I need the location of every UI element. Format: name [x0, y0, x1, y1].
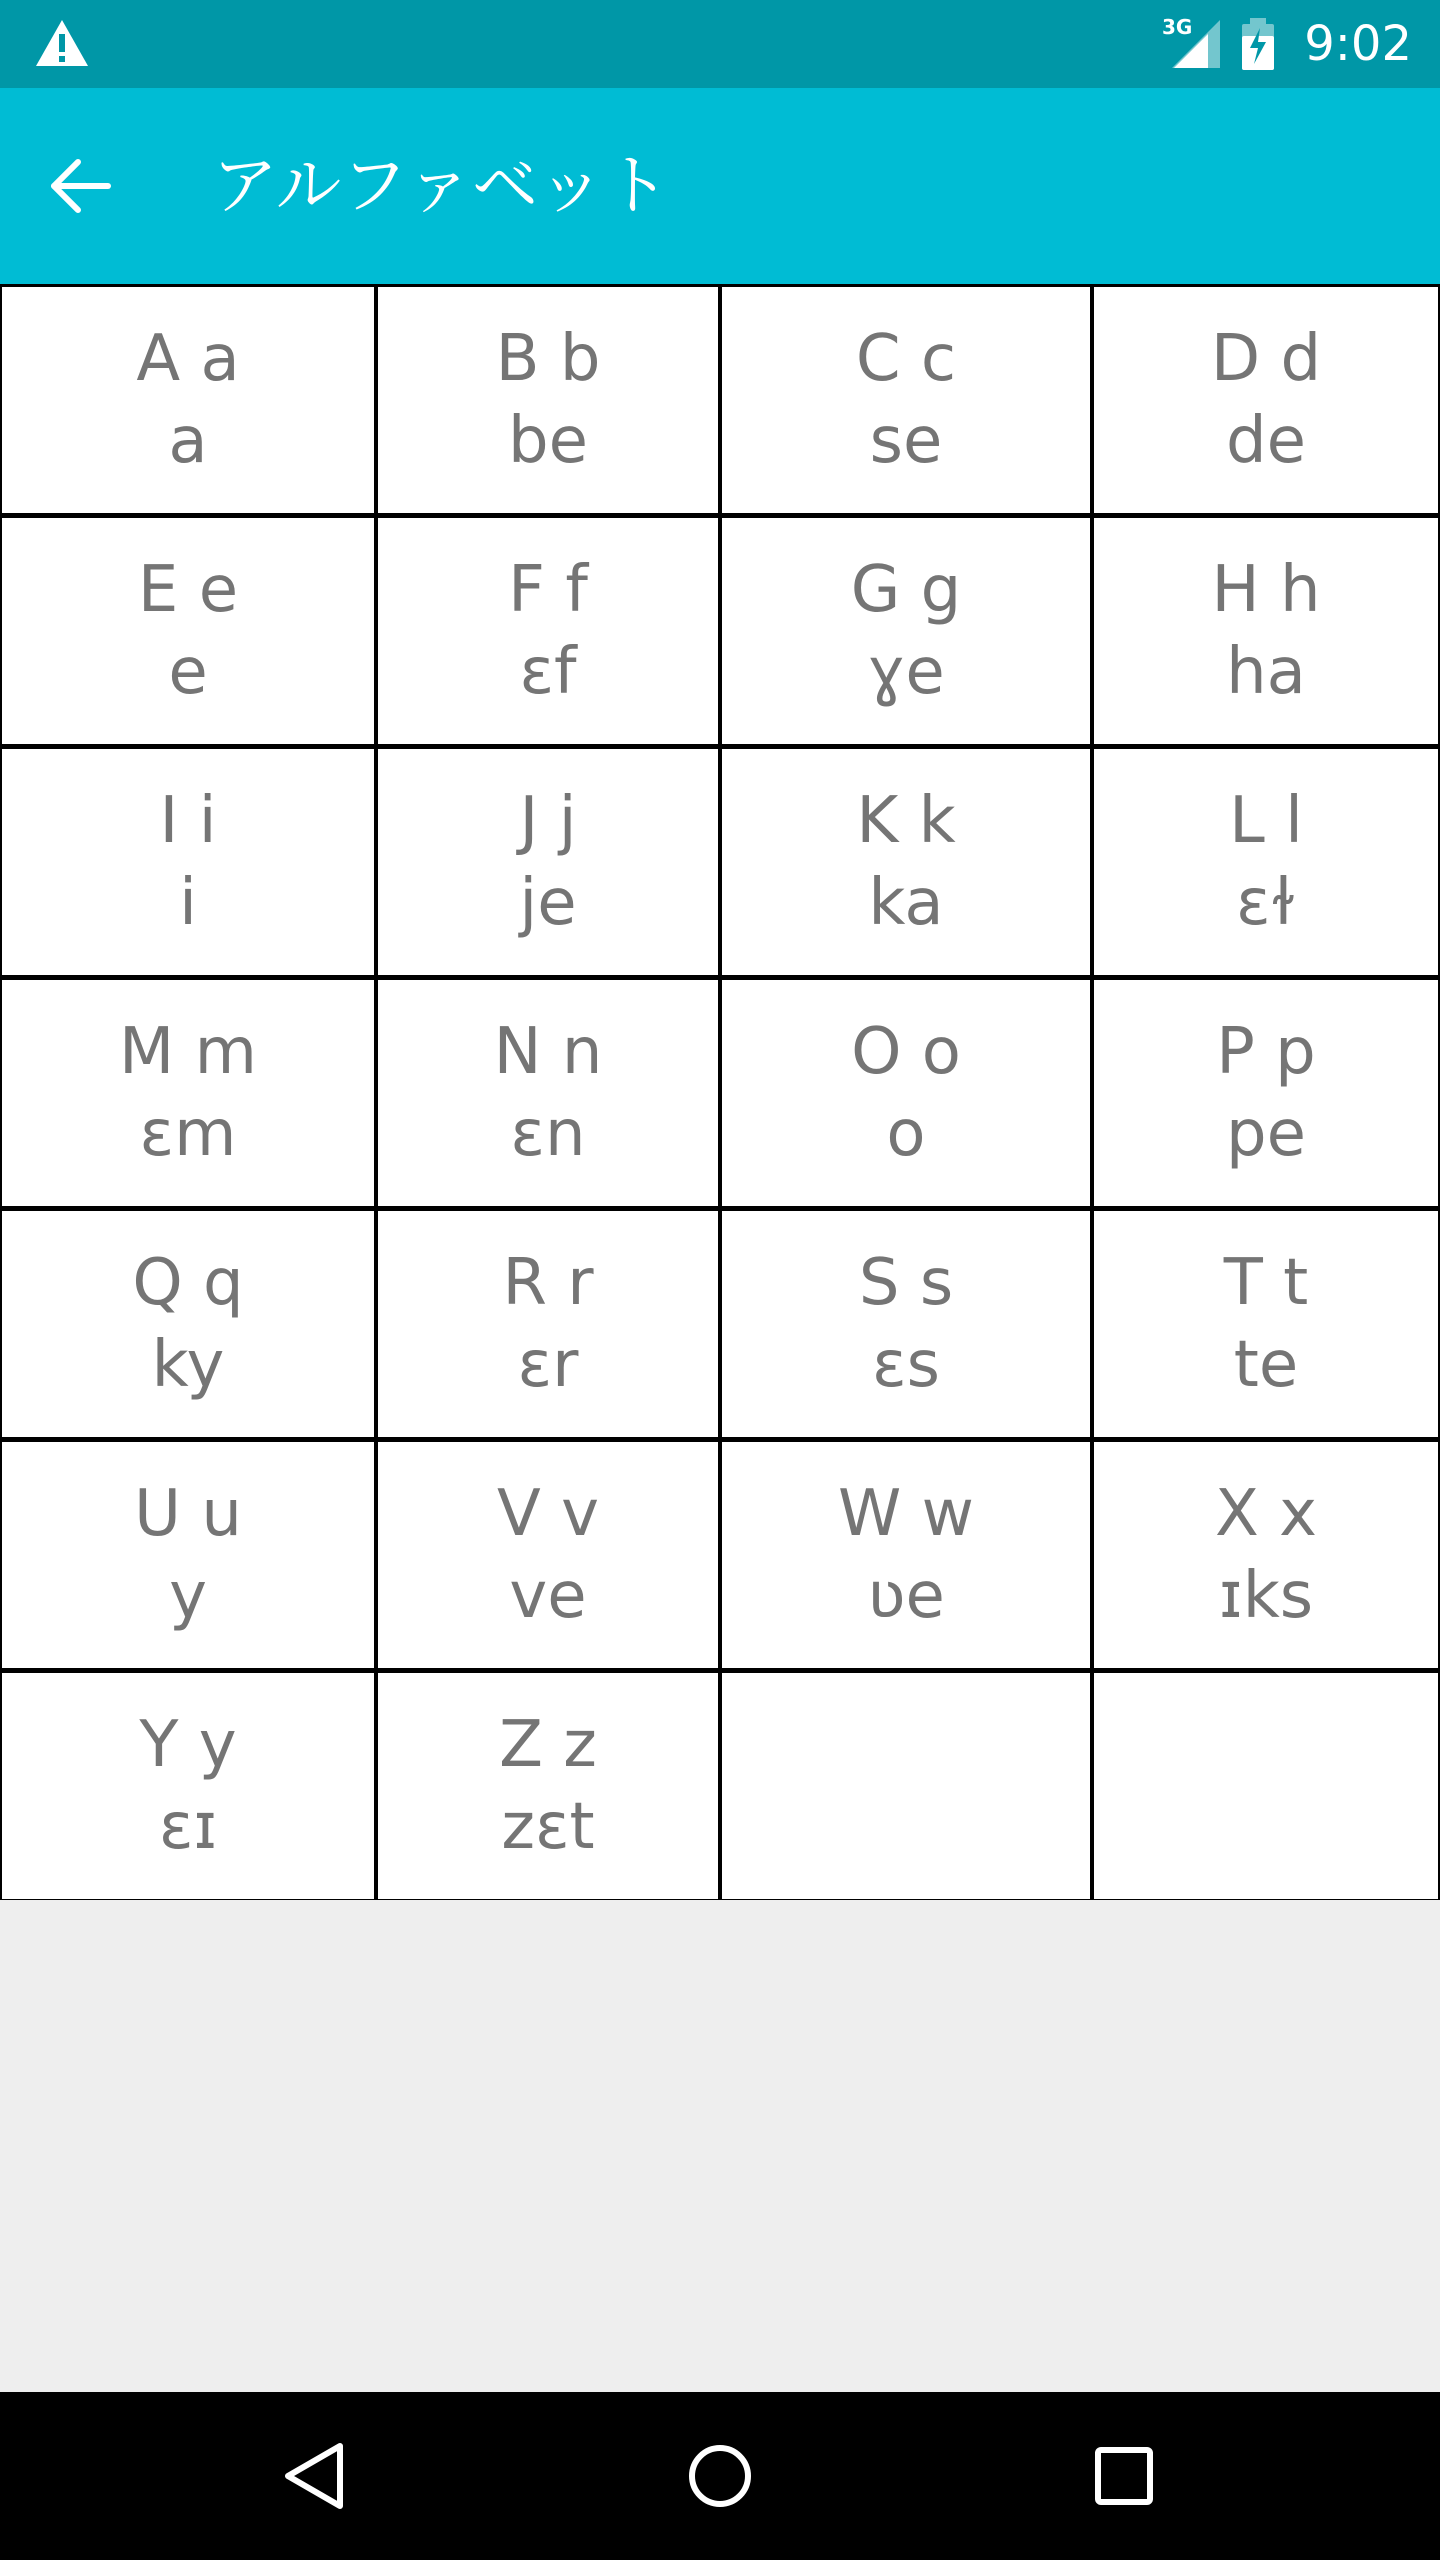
letter-cell-w[interactable]: [722, 1442, 1090, 1668]
letter-cell-u[interactable]: [2, 1442, 374, 1668]
letter-sound: je: [519, 866, 577, 940]
clock: 9:02: [1304, 16, 1412, 72]
letter-pair: A a: [136, 322, 240, 396]
letter-cell-q[interactable]: [2, 1211, 374, 1437]
letter-sound: te: [1233, 1328, 1299, 1402]
letter-cell-v[interactable]: [378, 1442, 718, 1668]
letter-pair: Z z: [499, 1708, 597, 1782]
letter-cell-f[interactable]: [378, 518, 718, 744]
empty-cell: [722, 1673, 1090, 1899]
letter-sound: ɪks: [1218, 1559, 1314, 1633]
letter-sound: a: [168, 404, 208, 478]
circle-home-icon: [686, 2442, 754, 2510]
letter-sound: y: [169, 1559, 207, 1633]
letter-cell-i[interactable]: [2, 749, 374, 975]
signal-3g-icon: [1160, 16, 1224, 72]
letter-cell-r[interactable]: [378, 1211, 718, 1437]
letter-pair: O o: [851, 1015, 961, 1089]
letter-pair: D d: [1210, 322, 1322, 396]
letter-pair: T t: [1223, 1246, 1309, 1320]
letter-sound: ɛr: [517, 1328, 579, 1402]
letter-pair: L l: [1229, 784, 1303, 858]
letter-pair: J j: [519, 784, 577, 858]
letter-pair: B b: [495, 322, 601, 396]
letter-pair: N n: [493, 1015, 603, 1089]
battery-charging-icon: [1238, 16, 1278, 72]
letter-pair: F f: [508, 553, 588, 627]
letter-sound: se: [869, 404, 943, 478]
letter-cell-s[interactable]: [722, 1211, 1090, 1437]
letter-pair: P p: [1216, 1015, 1316, 1089]
letter-pair: C c: [855, 322, 957, 396]
letter-pair: E e: [137, 553, 239, 627]
page-title: アルファベット: [212, 147, 671, 224]
letter-cell-p[interactable]: [1094, 980, 1438, 1206]
letter-pair: I i: [159, 784, 217, 858]
letter-cell-h[interactable]: [1094, 518, 1438, 744]
letter-pair: Q q: [132, 1246, 244, 1320]
letter-cell-t[interactable]: [1094, 1211, 1438, 1437]
triangle-back-icon: [282, 2442, 346, 2510]
letter-cell-n[interactable]: [378, 980, 718, 1206]
letter-cell-y[interactable]: [2, 1673, 374, 1899]
letter-cell-k[interactable]: [722, 749, 1090, 975]
letter-cell-x[interactable]: [1094, 1442, 1438, 1668]
letter-cell-b[interactable]: [378, 287, 718, 513]
letter-sound: zɛt: [501, 1790, 595, 1864]
letter-cell-a[interactable]: [2, 287, 374, 513]
letter-sound: ʋe: [867, 1559, 945, 1633]
warning-icon: [34, 18, 90, 68]
letter-sound: ha: [1226, 635, 1306, 709]
letter-pair: H h: [1211, 553, 1321, 627]
letter-sound: de: [1226, 404, 1306, 478]
empty-cell: [1094, 1673, 1438, 1899]
letter-cell-g[interactable]: [722, 518, 1090, 744]
letter-sound: o: [886, 1097, 926, 1171]
network-type-label: 3G: [1162, 16, 1193, 39]
nav-back-button[interactable]: [264, 2426, 364, 2526]
letter-pair: U u: [134, 1477, 242, 1551]
letter-pair: Y y: [139, 1708, 237, 1782]
square-recents-icon: [1094, 2446, 1154, 2506]
letter-sound: be: [508, 404, 588, 478]
letter-sound: ɣe: [867, 635, 945, 709]
letter-pair: G g: [850, 553, 962, 627]
navigation-bar: [0, 2392, 1440, 2560]
letter-cell-m[interactable]: [2, 980, 374, 1206]
letter-cell-l[interactable]: [1094, 749, 1438, 975]
letter-sound: ky: [151, 1328, 225, 1402]
letter-pair: M m: [119, 1015, 257, 1089]
letter-sound: ɛn: [510, 1097, 586, 1171]
letter-cell-j[interactable]: [378, 749, 718, 975]
letter-pair: K k: [856, 784, 956, 858]
letter-pair: X x: [1214, 1477, 1318, 1551]
status-icons: [1160, 0, 1412, 88]
letter-pair: W w: [838, 1477, 974, 1551]
letter-cell-e[interactable]: [2, 518, 374, 744]
letter-sound: pe: [1226, 1097, 1306, 1171]
letter-sound: ɛɫ: [1236, 866, 1296, 940]
letter-sound: ɛɪ: [158, 1790, 218, 1864]
nav-recents-button[interactable]: [1074, 2426, 1174, 2526]
letter-sound: ɛs: [872, 1328, 940, 1402]
status-bar: [0, 0, 1440, 88]
app-bar: [0, 88, 1440, 284]
letter-pair: S s: [858, 1246, 954, 1320]
letter-pair: R r: [502, 1246, 594, 1320]
letter-cell-c[interactable]: [722, 287, 1090, 513]
letter-sound: e: [168, 635, 208, 709]
letter-sound: ɛf: [519, 635, 577, 709]
letter-pair: V v: [497, 1477, 599, 1551]
arrow-back-icon: [48, 158, 112, 214]
nav-home-button[interactable]: [670, 2426, 770, 2526]
letter-sound: ve: [509, 1559, 587, 1633]
back-button[interactable]: [36, 142, 124, 230]
letter-sound: ɛm: [139, 1097, 237, 1171]
letter-cell-d[interactable]: [1094, 287, 1438, 513]
letter-cell-z[interactable]: [378, 1673, 718, 1899]
letter-cell-o[interactable]: [722, 980, 1090, 1206]
letter-sound: i: [179, 866, 197, 940]
letter-sound: ka: [868, 866, 944, 940]
alphabet-grid: [0, 284, 1440, 1900]
